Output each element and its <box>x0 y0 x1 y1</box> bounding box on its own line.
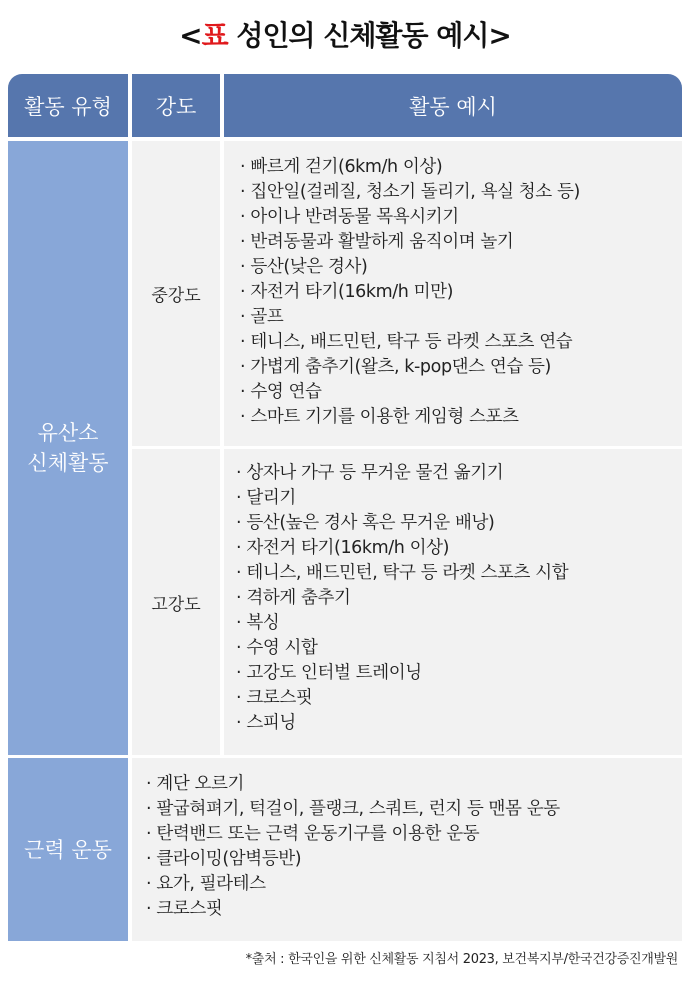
list-item: · 수영 연습 <box>240 380 580 405</box>
list-item: · 등산(낮은 경사) <box>240 255 580 280</box>
list-item: · 테니스, 배드민턴, 탁구 등 라켓 스포츠 시합 <box>236 561 568 586</box>
list-item: · 크로스핏 <box>236 686 568 711</box>
source-note: *출처 : 한국인을 위한 신체활동 지침서 2023, 보건복지부/한국건강증진개발원 <box>245 952 678 967</box>
examples-moderate <box>224 141 682 446</box>
title-open-bracket: < <box>179 19 202 52</box>
list-item: · 탄력밴드 또는 근력 운동기구를 이용한 운동 <box>146 822 560 847</box>
title-close-bracket: > <box>488 19 511 52</box>
title-accent: 표 <box>201 19 228 52</box>
moderate-list <box>240 155 580 430</box>
list-item: · 빠르게 걷기(6km/h 이상) <box>240 155 580 180</box>
list-item: · 등산(높은 경사 혹은 무거운 배낭) <box>236 511 568 536</box>
list-item: · 자전거 타기(16km/h 이상) <box>236 536 568 561</box>
list-item: · 크로스핏 <box>146 897 560 922</box>
list-item: · 스마트 기기를 이용한 게임형 스포츠 <box>240 405 580 430</box>
list-item: · 반려동물과 활발하게 움직이며 놀기 <box>240 230 580 255</box>
intensity-moderate: 중강도 <box>132 141 220 446</box>
strength-list <box>146 772 560 922</box>
examples-vigorous <box>224 449 682 755</box>
header-activity-examples: 활동 예시 <box>224 74 682 137</box>
header-intensity: 강도 <box>132 74 220 137</box>
type-strength-label: 근력 운동 <box>24 837 112 862</box>
type-cell-aerobic <box>8 141 128 755</box>
list-item: · 가볍게 춤추기(왈츠, k-pop댄스 연습 등) <box>240 355 580 380</box>
list-item: · 격하게 춤추기 <box>236 586 568 611</box>
type-aerobic-line2: 신체활동 <box>27 451 109 475</box>
list-item: · 팔굽혀펴기, 턱걸이, 플랭크, 스쿼트, 런지 등 맨몸 운동 <box>146 797 560 822</box>
page-title <box>0 14 690 54</box>
list-item: · 상자나 가구 등 무거운 물건 옮기기 <box>236 461 568 486</box>
list-item: · 골프 <box>240 305 580 330</box>
list-item: · 요가, 필라테스 <box>146 872 560 897</box>
type-cell-strength <box>8 758 128 941</box>
list-item: · 스피닝 <box>236 711 568 736</box>
intensity-vigorous: 고강도 <box>132 449 220 755</box>
list-item: · 아이나 반려동물 목욕시키기 <box>240 205 580 230</box>
list-item: · 자전거 타기(16km/h 미만) <box>240 280 580 305</box>
type-aerobic-line1: 유산소 <box>37 421 99 445</box>
title-text: 성인의 신체활동 예시 <box>227 19 489 52</box>
header-activity-type: 활동 유형 <box>8 74 128 137</box>
list-item: · 계단 오르기 <box>146 772 560 797</box>
list-item: · 집안일(걸레질, 청소기 돌리기, 욕실 청소 등) <box>240 180 580 205</box>
list-item: · 고강도 인터벌 트레이닝 <box>236 661 568 686</box>
list-item: · 달리기 <box>236 486 568 511</box>
list-item: · 복싱 <box>236 611 568 636</box>
vigorous-list <box>236 461 568 736</box>
list-item: · 테니스, 배드민턴, 탁구 등 라켓 스포츠 연습 <box>240 330 580 355</box>
examples-strength <box>132 758 682 941</box>
list-item: · 수영 시합 <box>236 636 568 661</box>
list-item: · 클라이밍(암벽등반) <box>146 847 560 872</box>
